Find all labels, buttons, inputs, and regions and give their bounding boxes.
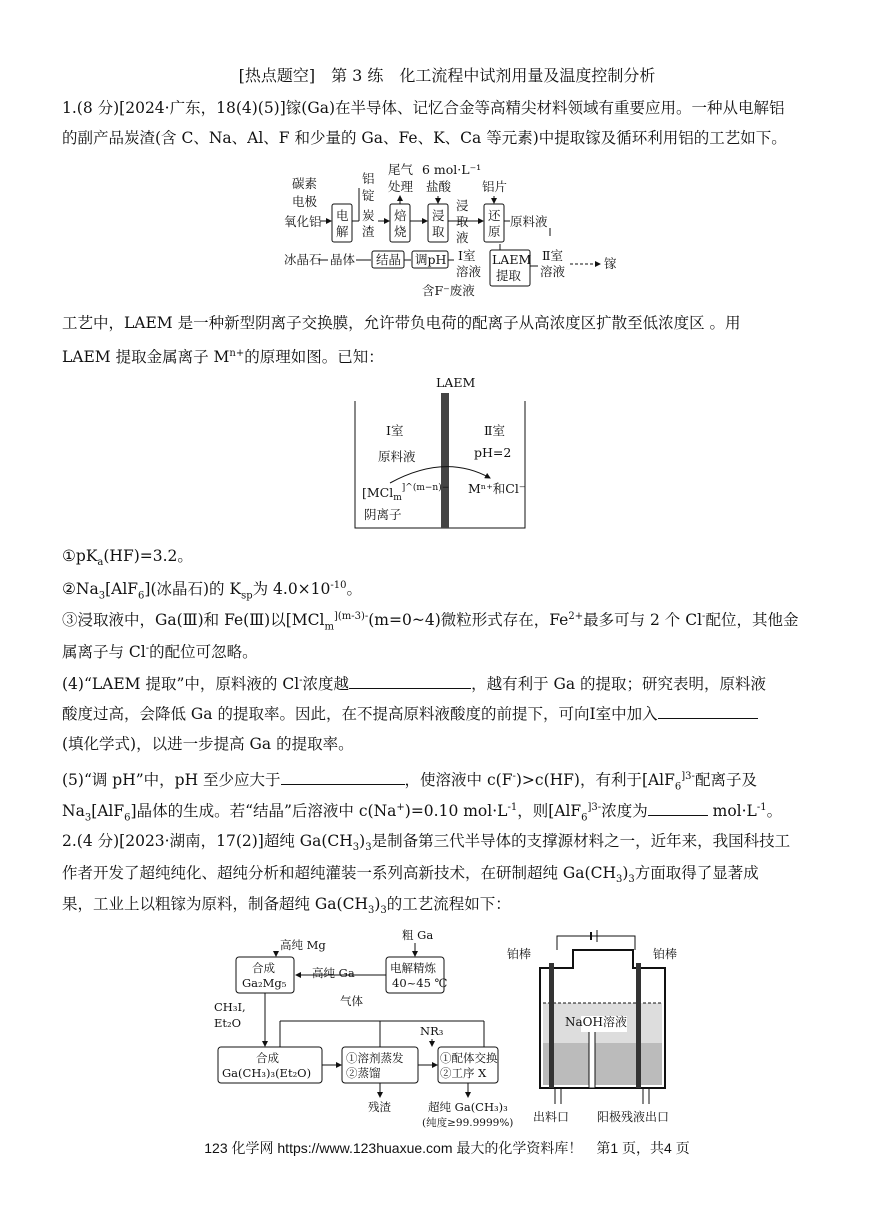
flow-room1-a: Ⅰ室 [458, 248, 476, 263]
flow-reduce-2: 原 [488, 224, 501, 239]
flow2-ligand-a: ①配体交换 [440, 1051, 498, 1065]
flow-leachate-3: 液 [456, 230, 469, 245]
process-flow-diagram-2 [210, 925, 514, 1130]
flow-tailgas-2: 处理 [388, 179, 414, 194]
flow2-ch3i-a: CH₃I, [214, 1000, 246, 1014]
flow2-ga: 高纯 Ga [312, 966, 355, 980]
answer-blank-5b[interactable] [648, 799, 708, 816]
membrane-products: Mⁿ⁺和Cl⁻ [468, 481, 526, 496]
flow-room2-a: Ⅱ室 [542, 248, 563, 263]
answer-blank-4b[interactable] [658, 702, 758, 719]
membrane-room2: Ⅱ室 [484, 423, 505, 438]
flow2-product-b: (纯度≥99.9999%) [422, 1117, 514, 1129]
flow2-synth2-a: 合成 [256, 1051, 279, 1065]
process-flow-diagram-1 [270, 158, 640, 298]
flow-ingot-2: 锭 [362, 188, 375, 203]
flow-crystallize: 结晶 [376, 252, 402, 267]
membrane-room1: Ⅰ室 [386, 423, 404, 438]
membrane-anion: 阴离子 [364, 507, 402, 522]
flow2-ch3i-b: Et₂O [214, 1016, 242, 1030]
q2-line-1: 2.(4 分)[2023·湖南，17(2)]超纯 $Ga(CH_3)_3$是制备第三代半导体的支撑源材料之一，近年来，我国科技工 [62, 832, 791, 854]
flow-reduce-1: 还 [488, 208, 501, 223]
flow-roast-1: 焙 [394, 208, 407, 223]
q2-line-3: 果，工业上以粗镓为原料，制备超纯 $Ga(CH_3)_3$的工艺流程如下： [62, 895, 511, 917]
flow2-gas: 气体 [340, 994, 363, 1008]
flow2-refine-b: 40~45 ℃ [392, 976, 448, 990]
membrane-feed: 原料液 [378, 449, 416, 464]
electrolysis-cell-diagram [505, 928, 710, 1133]
flow2-synth2-b: Ga(CH₃)₃(Et₂O) [222, 1066, 312, 1080]
known-3-cont: 属离子与 Cl-的配位可忽略。 [62, 643, 258, 662]
known-2: $②Na_3[AlF_6]$(冰晶石)的 $K_{sp}$为 $4.0\times 10^{-10}$。 [62, 580, 363, 602]
flow-gallium: 镓 [604, 256, 617, 271]
flow-laem-2: 提取 [496, 268, 522, 283]
flow2-evap-b: ②蒸馏 [346, 1066, 381, 1080]
flow-laem-1: LAEM [492, 252, 532, 267]
flow-room2-b: 溶液 [540, 264, 566, 279]
flow-carbon: 碳素 [292, 176, 318, 191]
flow-f-waste: 含F⁻废液 [422, 283, 475, 298]
flow-residue-1: 炭 [362, 208, 375, 223]
q1-after-2: LAEM 提取金属离子 $M^{n+}$的原理如图。已知： [62, 348, 384, 367]
flow-al-sheet: 铝片 [482, 179, 508, 194]
q4-line-1: (4)“LAEM 提取”中，原料液的 Cl-浓度越 ，越有利于 Ga 的提取；研究表明，原料液 [62, 670, 766, 695]
page-title: [热点题空] 第 3 练 化工流程中试剂用量及温度控制分析 [238, 66, 656, 85]
answer-blank-4a[interactable] [349, 672, 471, 689]
flow2-synth1-b: Ga₂Mg₅ [242, 976, 287, 990]
flow-leachate-1: 浸 [456, 198, 469, 213]
q4-line-2: 酸度过高，会降低 Ga 的提取率。因此，在不提高原料液酸度的前提下，可向Ⅰ室中加入 [62, 702, 758, 725]
q1-after-1: 工艺中，LAEM 是一种新型阴离子交换膜，允许带负电荷的配离子从高浓度区扩散至低浓度区 。用 [62, 314, 741, 332]
q5-line-1: (5)“调 pH”中，pH 至少应大于 ，使溶液中 c(F-)>c(HF)，有利于[AlF$_6^{]3-}$配离子及 [62, 766, 757, 798]
membrane-label: LAEM [436, 375, 476, 390]
flow-residue-2: 渣 [362, 224, 375, 239]
flow2-synth1-a: 合成 [252, 961, 275, 975]
flow-alumina: 氧化铝 [284, 214, 322, 229]
cell-outlet: 出料口 [533, 1110, 570, 1124]
flow2-refine-a: 电解精炼 [390, 961, 436, 975]
cell-anode-outlet: 阳极残液出口 [597, 1110, 670, 1124]
flow2-crude: 粗 Ga [402, 928, 434, 942]
cell-left-rod-label: 铂棒 [507, 947, 532, 961]
flow-ingot-1: 铝 [362, 171, 375, 186]
flow-hcl: 盐酸 [426, 179, 452, 194]
flow-electrode: 电极 [292, 194, 318, 209]
flow-leach-2: 取 [432, 224, 445, 239]
flow-feed: 原料液 [510, 214, 548, 229]
flow2-ligand-b: ②工序 X [440, 1066, 487, 1080]
flow-electrolysis-2: 解 [336, 224, 349, 239]
flow-hcl-conc: 6 mol·L⁻¹ [422, 162, 482, 177]
flow-cryolite: 冰晶石 [284, 252, 322, 267]
flow-leachate-2: 取 [456, 214, 469, 229]
flow-adjust-ph: 调pH [415, 252, 447, 267]
flow2-nr3: NR₃ [420, 1024, 444, 1038]
membrane-ph: pH=2 [474, 445, 512, 460]
q1-line-2: 的副产品炭渣(含 C、Na、Al、F 和少量的 Ga、Fe、K、Ca 等元素)中提取镓及循环利用铝的工艺如下。 [62, 129, 787, 147]
laem-membrane-diagram [350, 373, 530, 533]
membrane-complex: [MCl$_m^{]\^{}(m-n)-}$ [362, 483, 450, 503]
flow2-mg: 高纯 Mg [280, 938, 326, 952]
page-footer: 123 化学网 https://www.123huaxue.com 最大的化学资料库！ 第1 页，共4 页 [204, 1140, 690, 1156]
flow-electrolysis-1: 电 [336, 208, 349, 223]
flow-roast-2: 烧 [394, 224, 407, 239]
known-1: $①pK_a(HF)=3.2$。 [62, 547, 193, 569]
q5-line-2: $Na_3[AlF_6]$晶体的生成。若“结晶”后溶液中 c(Na+)=0.10 $mol\cdot L^{-1}$，则[AlF$_6^{]3-}$浓度为 $mol\cdot L^{-1}$。 [62, 797, 782, 829]
cell-solution: NaOH溶液 [565, 1015, 627, 1029]
cell-right-rod-label: 铂棒 [653, 947, 678, 961]
flow-tailgas-1: 尾气 [388, 162, 414, 177]
known-3: ③浸取液中，Ga(Ⅲ)和 Fe(Ⅲ)以[MCl$_m^{](m-3)-}$(m=0~4)微粒形式存在，$Fe^{2+}$最多可与 2 个 Cl-配位，其他金 [62, 611, 799, 633]
flow2-evap-a: ①溶剂蒸发 [346, 1051, 404, 1065]
q2-line-2: 作者开发了超纯纯化、超纯分析和超纯灌装一系列高新技术，在研制超纯 $Ga(CH_3)_3$方面取得了显著成 [62, 864, 759, 886]
q1-line-1: 1.(8 分)[2024·广东，18(4)(5)]镓(Ga)在半导体、记忆合金等高精尖材料领域有重要应用。一种从电解铝 [62, 99, 785, 117]
q4-line-3: (填化学式)，以进一步提高 Ga 的提取率。 [62, 735, 354, 753]
flow-room1-b: 溶液 [456, 264, 482, 279]
flow-leach-1: 浸 [432, 208, 445, 223]
answer-blank-5a[interactable] [281, 768, 405, 785]
flow-crystal: 晶体 [330, 252, 356, 267]
flow2-residue: 残渣 [368, 1100, 391, 1114]
flow2-product-a: 超纯 Ga(CH₃)₃ [428, 1100, 508, 1114]
